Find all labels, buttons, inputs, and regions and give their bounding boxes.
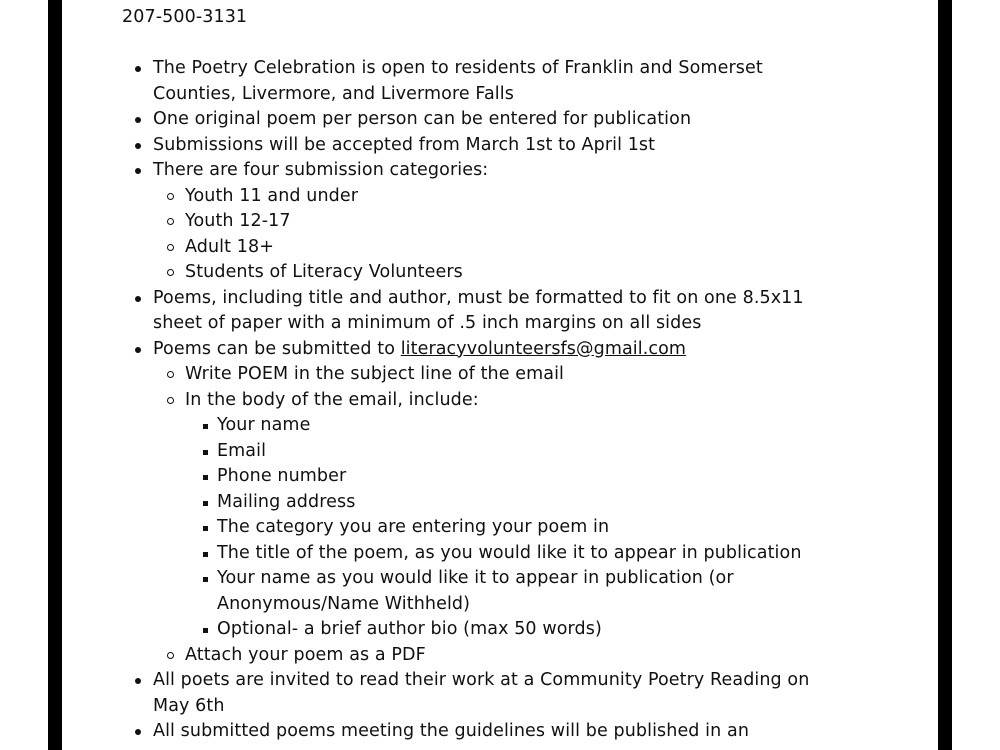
list-item-text: Your name as you would like it to appear in publication (or [217,568,734,588]
list-item [153,133,655,159]
list-item [153,286,804,312]
list-item [153,56,763,82]
list-item [217,541,802,567]
list-item-text: In the body of the email, include: [185,389,479,410]
bullet-icon [203,450,208,455]
list-item [217,490,355,516]
bullet-icon [167,371,174,378]
list-item-text: The category you are entering your poem in [217,517,610,537]
bullet-icon [135,117,141,123]
bullet-icon [135,347,141,353]
list-item [185,235,274,261]
list-item [217,617,602,643]
list-item-text: Email [217,440,267,461]
bullet-icon [203,475,208,480]
list-item-text: Optional- a brief author bio (max 50 words) [217,619,602,639]
list-item [217,464,346,490]
list-item [153,107,691,133]
bullet-icon [203,501,208,506]
list-item-text: Youth 12-17 [185,211,291,231]
list-item [217,439,266,465]
list-item-text: Poems, including title and author, must be formatted to fit on one 8.5x11 [153,287,804,308]
page-border-left [48,0,62,750]
list-item [217,566,734,592]
bullet-icon [167,269,174,276]
bullet-icon [167,244,174,251]
phone-number: 207-500-3131 [122,7,248,27]
email-link[interactable]: literacyvolunteersfs@gmail.com [400,338,687,359]
bullet-icon [203,552,208,557]
list-item-text: Phone number [217,466,347,486]
bullet-icon [135,66,141,72]
list-item-text: Attach your poem as a PDF [185,644,426,665]
bullet-icon [167,193,174,200]
list-item [185,362,564,388]
list-item [217,592,470,618]
list-item-text: All submitted poems meeting the guidelines will be published in an [153,721,750,741]
list-item [153,694,225,720]
list-item [153,719,749,745]
list-item-text: The Poetry Celebration is open to residents of Franklin and Somerset [153,58,763,78]
list-item-text: Write POEM in the subject line of the email [185,364,565,384]
list-item-text: Counties, Livermore, and Livermore Falls [153,83,514,104]
list-item-text: Your name [217,415,311,435]
bullet-icon [203,424,208,429]
list-item-text: Youth 11 and under [185,185,359,206]
bullet-icon [203,577,208,582]
list-item [153,337,686,363]
list-item-text: Poems can be submitted to [153,338,401,359]
list-item [185,260,463,286]
bullet-icon [203,628,208,633]
bullet-icon [135,168,141,174]
list-item [185,388,479,414]
list-item [217,515,609,541]
list-item [185,643,426,669]
list-item-text: Adult 18+ [185,236,274,257]
list-item-text: May 6th [153,695,225,716]
list-item-text: Submissions will be accepted from March 1st to April 1st [153,134,656,155]
bullet-icon [167,397,174,404]
list-item-text: The title of the poem, as you would like it to appear in publication [217,542,802,563]
list-item-text: Anonymous/Name Withheld) [217,593,471,614]
list-item [185,209,291,235]
list-item [153,82,514,108]
list-item [153,311,701,337]
list-item-text: All poets are invited to read their work at a Community Poetry Reading on [153,670,810,690]
list-item [217,413,310,439]
bullet-icon [135,143,141,149]
bullet-icon [135,678,141,684]
list-item-text: One original poem per person can be entered for publication [153,109,692,129]
bullet-icon [167,218,174,225]
list-item-text: Mailing address [217,491,356,512]
list-item-text: sheet of paper with a minimum of .5 inch margins on all sides [153,313,702,333]
list-item-text: Students of Literacy Volunteers [185,262,463,282]
list-item [153,668,809,694]
bullet-icon [203,526,208,531]
list-item [153,158,488,184]
bullet-icon [135,296,141,302]
page-border-right [938,0,952,750]
list-item [185,184,358,210]
list-item-text: There are four submission categories: [153,160,489,180]
bullet-icon [135,729,141,735]
bullet-icon [167,652,174,659]
